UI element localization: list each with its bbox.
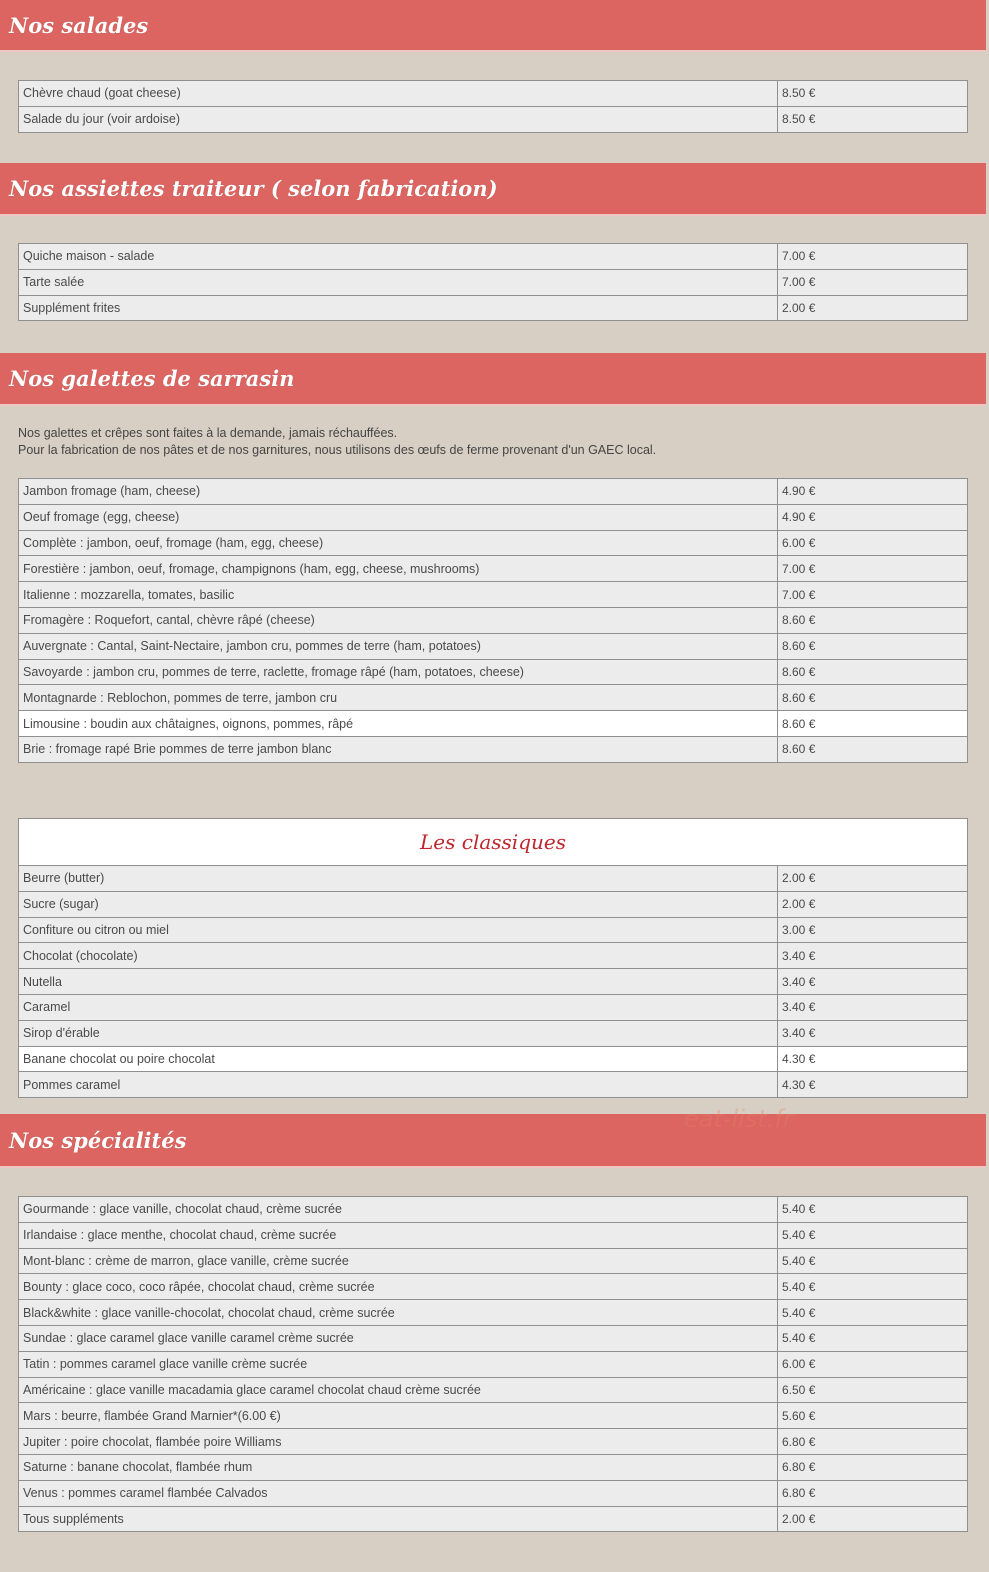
section-title: Nos assiettes traiteur ( selon fabrication)	[9, 176, 498, 201]
table-row	[19, 994, 968, 1020]
menu-table-specialites	[18, 1196, 968, 1532]
table-row	[19, 269, 968, 295]
item-price: 5.60 €	[778, 1403, 968, 1429]
item-price: 4.30 €	[778, 1072, 968, 1098]
table-row	[19, 607, 968, 633]
table-row	[19, 1020, 968, 1046]
item-price: 3.00 €	[778, 917, 968, 943]
table-row	[19, 1046, 968, 1072]
menu-table-classiques	[18, 865, 968, 1098]
section-header-assiettes	[0, 163, 986, 216]
item-price: 5.40 €	[778, 1197, 968, 1223]
table-row	[19, 479, 968, 505]
item-price: 5.40 €	[778, 1325, 968, 1351]
item-name: Tarte salée	[19, 269, 778, 295]
watermark: eat-list.fr	[684, 1105, 793, 1133]
table-row	[19, 1403, 968, 1429]
item-price: 3.40 €	[778, 1020, 968, 1046]
table-row	[19, 1377, 968, 1403]
item-price: 5.40 €	[778, 1248, 968, 1274]
item-price: 7.00 €	[778, 244, 968, 270]
item-price: 2.00 €	[778, 866, 968, 892]
item-name: Caramel	[19, 994, 778, 1020]
table-row	[19, 659, 968, 685]
table-row	[19, 1429, 968, 1455]
menu-table-assiettes	[18, 243, 968, 321]
item-name: Chocolat (chocolate)	[19, 943, 778, 969]
item-name: Complète : jambon, oeuf, fromage (ham, egg, cheese)	[19, 530, 778, 556]
table-row	[19, 969, 968, 995]
table-row	[19, 1325, 968, 1351]
item-price: 7.00 €	[778, 556, 968, 582]
item-price: 8.50 €	[778, 81, 968, 107]
item-price: 3.40 €	[778, 943, 968, 969]
table-row	[19, 504, 968, 530]
intro-line: Pour la fabrication de nos pâtes et de nos garnitures, nous utilisons des œufs de ferme provenant d'un GAEC local.	[18, 443, 657, 457]
table-row	[19, 711, 968, 737]
table-row	[19, 106, 968, 132]
table-row	[19, 633, 968, 659]
table-row	[19, 1300, 968, 1326]
item-name: Supplément frites	[19, 295, 778, 321]
item-price: 8.60 €	[778, 711, 968, 737]
table-row	[19, 81, 968, 107]
table-row	[19, 530, 968, 556]
section-title: Nos galettes de sarrasin	[9, 366, 295, 391]
item-price: 8.60 €	[778, 659, 968, 685]
table-row	[19, 295, 968, 321]
item-name: Banane chocolat ou poire chocolat	[19, 1046, 778, 1072]
item-price: 7.00 €	[778, 582, 968, 608]
item-name: Italienne : mozzarella, tomates, basilic	[19, 582, 778, 608]
table-row	[19, 244, 968, 270]
table-row	[19, 1506, 968, 1532]
item-price: 5.40 €	[778, 1222, 968, 1248]
item-price: 6.80 €	[778, 1454, 968, 1480]
section-header-galettes	[0, 353, 986, 406]
item-name: Jambon fromage (ham, cheese)	[19, 479, 778, 505]
item-name: Confiture ou citron ou miel	[19, 917, 778, 943]
item-name: Oeuf fromage (egg, cheese)	[19, 504, 778, 530]
table-row	[19, 1197, 968, 1223]
item-name: Pommes caramel	[19, 1072, 778, 1098]
item-price: 6.80 €	[778, 1429, 968, 1455]
item-name: Salade du jour (voir ardoise)	[19, 106, 778, 132]
menu-table-galettes	[18, 478, 968, 763]
item-name: Irlandaise : glace menthe, chocolat chaud, crème sucrée	[19, 1222, 778, 1248]
item-name: Montagnarde : Reblochon, pommes de terre, jambon cru	[19, 685, 778, 711]
classiques-title: Les classiques	[420, 830, 566, 854]
section-title: Nos spécialités	[9, 1127, 187, 1153]
table-row	[19, 866, 968, 892]
item-name: Black&white : glace vanille-chocolat, chocolat chaud, crème sucrée	[19, 1300, 778, 1326]
item-name: Gourmande : glace vanille, chocolat chaud, crème sucrée	[19, 1197, 778, 1223]
table-row	[19, 685, 968, 711]
item-price: 2.00 €	[778, 1506, 968, 1532]
item-name: Sirop d'érable	[19, 1020, 778, 1046]
item-price: 6.50 €	[778, 1377, 968, 1403]
item-price: 8.50 €	[778, 106, 968, 132]
item-name: Tatin : pommes caramel glace vanille crème sucrée	[19, 1351, 778, 1377]
item-price: 2.00 €	[778, 891, 968, 917]
table-row	[19, 556, 968, 582]
section-header-salades	[0, 0, 986, 52]
item-price: 8.60 €	[778, 633, 968, 659]
item-name: Sucre (sugar)	[19, 891, 778, 917]
table-row	[19, 1072, 968, 1098]
section-header-specialites	[0, 1114, 986, 1168]
item-price: 7.00 €	[778, 269, 968, 295]
item-price: 2.00 €	[778, 295, 968, 321]
item-name: Saturne : banane chocolat, flambée rhum	[19, 1454, 778, 1480]
item-price: 6.00 €	[778, 530, 968, 556]
item-name: Chèvre chaud (goat cheese)	[19, 81, 778, 107]
item-name: Mars : beurre, flambée Grand Marnier*(6.00 €)	[19, 1403, 778, 1429]
table-row	[19, 1454, 968, 1480]
table-row	[19, 1480, 968, 1506]
item-name: Sundae : glace caramel glace vanille caramel crème sucrée	[19, 1325, 778, 1351]
table-row	[19, 736, 968, 762]
item-price: 5.40 €	[778, 1274, 968, 1300]
intro-line: Nos galettes et crêpes sont faites à la demande, jamais réchauffées.	[18, 426, 398, 440]
item-price: 8.60 €	[778, 685, 968, 711]
table-row	[19, 1351, 968, 1377]
item-name: Américaine : glace vanille macadamia glace caramel chocolat chaud crème sucrée	[19, 1377, 778, 1403]
item-name: Limousine : boudin aux châtaignes, oignons, pommes, râpé	[19, 711, 778, 737]
table-row	[19, 891, 968, 917]
item-price: 4.90 €	[778, 504, 968, 530]
item-name: Tous suppléments	[19, 1506, 778, 1532]
item-name: Savoyarde : jambon cru, pommes de terre, raclette, fromage râpé (ham, potatoes, cheese)	[19, 659, 778, 685]
table-row	[19, 917, 968, 943]
table-row	[19, 582, 968, 608]
item-name: Forestière : jambon, oeuf, fromage, champignons (ham, egg, cheese, mushrooms)	[19, 556, 778, 582]
table-row	[19, 1248, 968, 1274]
classiques-header	[18, 818, 968, 866]
section-title: Nos salades	[9, 12, 149, 38]
item-name: Quiche maison - salade	[19, 244, 778, 270]
item-name: Bounty : glace coco, coco râpée, chocolat chaud, crème sucrée	[19, 1274, 778, 1300]
galettes-intro	[18, 425, 968, 459]
item-price: 8.60 €	[778, 736, 968, 762]
item-name: Jupiter : poire chocolat, flambée poire Williams	[19, 1429, 778, 1455]
item-price: 3.40 €	[778, 994, 968, 1020]
item-price: 3.40 €	[778, 969, 968, 995]
menu-table-salades	[18, 80, 968, 133]
item-name: Mont-blanc : crème de marron, glace vanille, crème sucrée	[19, 1248, 778, 1274]
item-name: Fromagère : Roquefort, cantal, chèvre râpé (cheese)	[19, 607, 778, 633]
item-name: Nutella	[19, 969, 778, 995]
item-name: Venus : pommes caramel flambée Calvados	[19, 1480, 778, 1506]
item-name: Auvergnate : Cantal, Saint-Nectaire, jambon cru, pommes de terre (ham, potatoes)	[19, 633, 778, 659]
table-row	[19, 1274, 968, 1300]
item-price: 4.90 €	[778, 479, 968, 505]
item-name: Brie : fromage rapé Brie pommes de terre jambon blanc	[19, 736, 778, 762]
item-price: 5.40 €	[778, 1300, 968, 1326]
table-row	[19, 943, 968, 969]
item-price: 4.30 €	[778, 1046, 968, 1072]
item-price: 8.60 €	[778, 607, 968, 633]
item-price: 6.80 €	[778, 1480, 968, 1506]
item-name: Beurre (butter)	[19, 866, 778, 892]
item-price: 6.00 €	[778, 1351, 968, 1377]
table-row	[19, 1222, 968, 1248]
